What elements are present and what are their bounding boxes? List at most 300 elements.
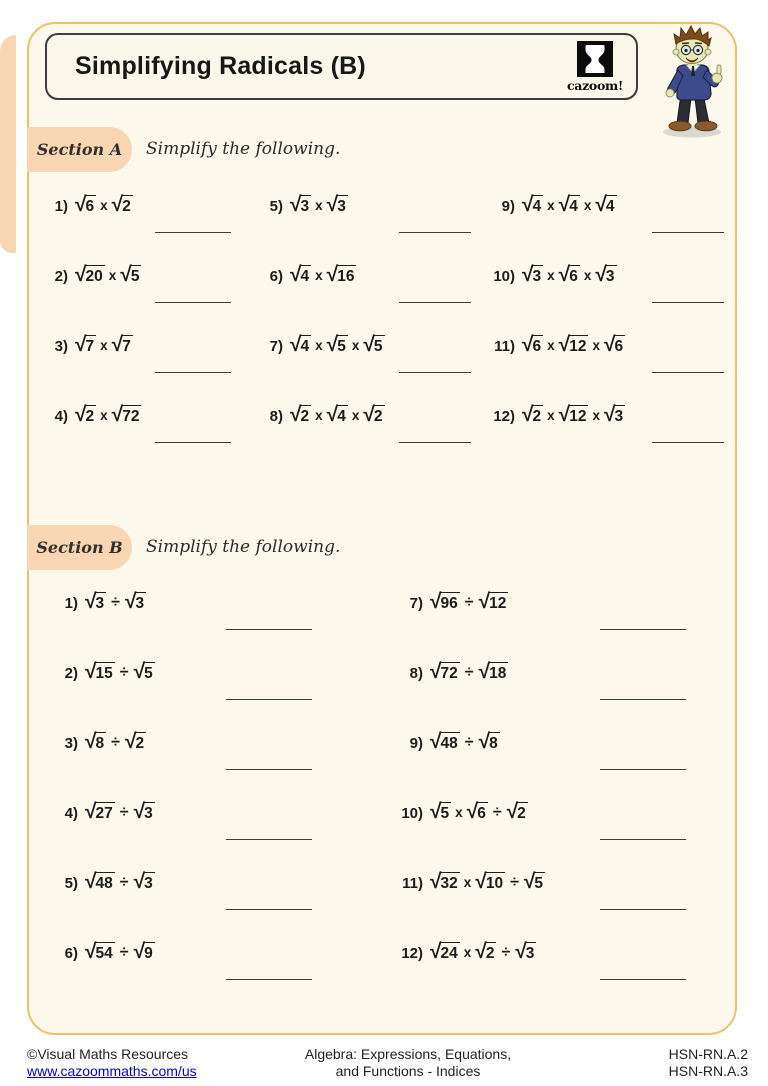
radicand: 6 [615, 335, 626, 356]
radicand: 72 [441, 662, 460, 683]
radicand: 4 [301, 335, 312, 356]
sqrt-term [604, 335, 625, 356]
radicand: 7 [122, 335, 133, 356]
operator: x [351, 408, 360, 424]
problem [390, 865, 700, 935]
radicand: 3 [135, 592, 146, 613]
problem [35, 188, 250, 258]
radicand: 2 [374, 405, 385, 426]
problem [250, 258, 482, 328]
operator: x [100, 408, 108, 424]
radicand: 7 [86, 335, 97, 356]
decorative-corner-strip [0, 35, 16, 253]
radical-icon: √ [326, 263, 339, 286]
answer-line [600, 629, 686, 630]
expression [85, 732, 146, 753]
radical-icon: √ [133, 940, 146, 963]
answer-line [600, 699, 686, 700]
answer-line [155, 442, 231, 443]
problem-number: 10) [493, 268, 515, 285]
radicand: 3 [606, 265, 617, 286]
problem-number: 4) [64, 805, 78, 822]
radicand: 15 [96, 662, 115, 683]
radicand: 12 [569, 335, 588, 356]
radicand: 3 [337, 195, 348, 216]
sqrt-term [479, 662, 509, 683]
expression [430, 592, 508, 613]
radical-icon: √ [558, 403, 571, 426]
radical-icon: √ [124, 730, 137, 753]
sqrt-term [112, 335, 133, 356]
radical-icon: √ [478, 730, 491, 753]
radical-icon: √ [111, 193, 124, 216]
radicand: 5 [131, 265, 142, 286]
radical-icon: √ [75, 333, 87, 356]
operator: x [592, 338, 600, 354]
radical-icon: √ [430, 940, 442, 963]
radicand: 96 [441, 592, 460, 613]
radical-icon: √ [466, 800, 479, 823]
expression [522, 405, 625, 426]
radicand: 48 [441, 732, 460, 753]
sqrt-term [125, 592, 146, 613]
problem-number: 7) [409, 595, 423, 612]
expression [75, 265, 141, 286]
problem-number: 8) [409, 665, 423, 682]
problem-number: 1) [64, 595, 78, 612]
radical-icon: √ [133, 870, 146, 893]
expression [75, 195, 133, 216]
radicand: 6 [86, 195, 97, 216]
operator: ÷ [464, 733, 474, 751]
operator: x [455, 805, 463, 821]
problem [35, 258, 250, 328]
radicand: 4 [533, 195, 544, 216]
answer-line [155, 232, 231, 233]
radicand: 12 [489, 592, 508, 613]
radicand: 8 [96, 732, 107, 753]
radicand: 24 [441, 942, 460, 963]
expression [75, 405, 141, 426]
radical-icon: √ [522, 333, 534, 356]
radical-icon: √ [595, 263, 607, 286]
radicand: 2 [486, 942, 497, 963]
problem [45, 795, 390, 865]
sqrt-term [363, 405, 384, 426]
problem-number: 9) [501, 198, 515, 215]
operator: x [547, 198, 555, 214]
radical-icon: √ [75, 263, 87, 286]
answer-line [226, 979, 312, 980]
answer-line [399, 232, 471, 233]
radical-icon: √ [430, 800, 442, 823]
operator: x [351, 338, 360, 354]
expression [290, 195, 348, 216]
expression [85, 942, 155, 963]
problem-number: 6) [64, 945, 78, 962]
radicand: 20 [86, 265, 105, 286]
radical-icon: √ [290, 263, 302, 286]
problem-number: 7) [269, 338, 283, 355]
expression [290, 265, 356, 286]
radicand: 16 [337, 265, 356, 286]
operator: ÷ [492, 803, 502, 821]
sqrt-term [85, 592, 106, 613]
section-b-instruction: Simplify the following. [146, 537, 341, 557]
title-box [45, 33, 638, 100]
expression [85, 802, 155, 823]
problem [482, 258, 732, 328]
radical-icon: √ [290, 403, 302, 426]
radical-icon: √ [326, 193, 339, 216]
operator: x [108, 268, 117, 284]
sqrt-term [559, 405, 589, 426]
sqrt-term [290, 195, 311, 216]
radicand: 12 [569, 405, 588, 426]
sqrt-term [595, 265, 616, 286]
radical-icon: √ [430, 590, 442, 613]
answer-line [600, 839, 686, 840]
sqrt-term [507, 802, 528, 823]
sqrt-term [522, 335, 543, 356]
standard-code-1: HSN-RN.A.2 [668, 1046, 748, 1062]
sqrt-term [430, 872, 460, 893]
radical-icon: √ [133, 800, 146, 823]
sqrt-term [134, 662, 155, 683]
expression [290, 335, 385, 356]
sqrt-term [134, 942, 155, 963]
radicand: 4 [606, 195, 617, 216]
expression [85, 592, 146, 613]
sqrt-term [559, 195, 580, 216]
radicand: 18 [489, 662, 508, 683]
cazoom-brand-text: cazoom! [567, 78, 624, 93]
problem [45, 655, 390, 725]
radicand: 2 [301, 405, 312, 426]
problem-number: 10) [401, 805, 423, 822]
radical-icon: √ [111, 333, 124, 356]
sqrt-term [559, 335, 589, 356]
operator: ÷ [464, 663, 474, 681]
operator: x [547, 268, 555, 284]
radical-icon: √ [603, 403, 616, 426]
standard-code-2: HSN-RN.A.3 [668, 1063, 748, 1079]
problem [45, 725, 390, 795]
radicand: 3 [144, 872, 155, 893]
problem [250, 188, 482, 258]
radical-icon: √ [522, 403, 534, 426]
answer-line [652, 232, 724, 233]
expression [522, 335, 625, 356]
sqrt-term [112, 195, 133, 216]
answer-line [652, 372, 724, 373]
radical-icon: √ [558, 193, 571, 216]
answer-line [399, 302, 471, 303]
expression [430, 662, 508, 683]
problem [482, 188, 732, 258]
section-a-label: Section A [36, 140, 123, 159]
operator: x [315, 268, 323, 284]
radical-icon: √ [363, 333, 375, 356]
operator: x [315, 198, 323, 214]
operator: ÷ [119, 803, 129, 821]
radical-icon: √ [475, 870, 487, 893]
radicand: 6 [477, 802, 488, 823]
problem [390, 935, 700, 1005]
operator: ÷ [464, 593, 474, 611]
operator: ÷ [119, 663, 129, 681]
radicand: 4 [337, 405, 348, 426]
problem-number: 8) [269, 408, 283, 425]
sqrt-term [327, 405, 348, 426]
mascot-boy-illustration [648, 24, 738, 140]
radical-icon: √ [478, 590, 491, 613]
answer-line [652, 302, 724, 303]
sqrt-term [75, 335, 96, 356]
sqrt-term [290, 265, 311, 286]
radical-icon: √ [430, 730, 442, 753]
page-title: Simplifying Radicals (B) [75, 52, 366, 80]
radicand: 5 [337, 335, 348, 356]
section-b-badge [27, 525, 132, 570]
expression [430, 872, 545, 893]
problem-number: 5) [269, 198, 283, 215]
sqrt-term [327, 335, 348, 356]
answer-line [226, 909, 312, 910]
sqrt-term [430, 732, 460, 753]
section-a-badge [27, 127, 132, 172]
operator: ÷ [119, 943, 129, 961]
sqrt-term [290, 405, 311, 426]
radical-icon: √ [523, 870, 536, 893]
problem-number: 11) [402, 875, 423, 892]
radicand: 6 [533, 335, 544, 356]
problem-number: 9) [409, 735, 423, 752]
sqrt-term [430, 592, 460, 613]
operator: ÷ [111, 593, 120, 611]
radical-icon: √ [603, 333, 616, 356]
operator: x [547, 338, 555, 354]
expression [75, 335, 133, 356]
problem-number: 6) [269, 268, 283, 285]
radicand: 8 [489, 732, 500, 753]
sqrt-term [522, 195, 543, 216]
radical-icon: √ [75, 403, 87, 426]
topic-line-1: Algebra: Expressions, Equations, [304, 1046, 512, 1062]
answer-line [399, 442, 471, 443]
problem [250, 328, 482, 398]
sqrt-term [85, 732, 106, 753]
radical-icon: √ [478, 660, 491, 683]
operator: x [463, 945, 472, 961]
sqrt-term [85, 662, 115, 683]
radicand: 6 [569, 265, 580, 286]
answer-line [226, 629, 312, 630]
radicand: 2 [135, 732, 146, 753]
section-b-label: Section B [36, 538, 123, 557]
problem [390, 585, 700, 655]
radicand: 48 [96, 872, 115, 893]
answer-line [600, 769, 686, 770]
sqrt-term [134, 872, 155, 893]
topic-line-2: and Functions - Indices [335, 1063, 481, 1079]
operator: x [100, 338, 108, 354]
radicand: 3 [144, 802, 155, 823]
radical-icon: √ [326, 333, 339, 356]
operator: ÷ [510, 873, 519, 891]
sqrt-term [515, 942, 536, 963]
problem-number: 4) [54, 408, 68, 425]
radicand: 2 [122, 195, 133, 216]
radical-icon: √ [133, 660, 146, 683]
problem-number: 12) [401, 945, 423, 962]
radical-icon: √ [85, 870, 97, 893]
sqrt-term [75, 265, 105, 286]
radical-icon: √ [290, 193, 302, 216]
sqrt-term [85, 942, 115, 963]
sqrt-term [475, 872, 505, 893]
radical-icon: √ [475, 940, 487, 963]
radicand: 3 [301, 195, 312, 216]
cazoom-goblet-icon [577, 41, 613, 77]
answer-line [652, 442, 724, 443]
radicand: 32 [441, 872, 460, 893]
expression [85, 872, 155, 893]
operator: x [100, 198, 108, 214]
expression [522, 195, 617, 216]
radicand: 3 [615, 405, 626, 426]
radicand: 5 [534, 872, 545, 893]
radicand: 54 [96, 942, 115, 963]
radical-icon: √ [85, 730, 97, 753]
copyright-text: ©Visual Maths Resources [27, 1046, 189, 1062]
sqrt-term [479, 732, 500, 753]
sqrt-term [75, 195, 96, 216]
sqrt-term [430, 662, 460, 683]
radical-icon: √ [75, 193, 87, 216]
expression [430, 942, 536, 963]
operator: x [315, 408, 323, 424]
operator: x [583, 198, 592, 214]
radical-icon: √ [290, 333, 302, 356]
radicand: 72 [122, 405, 141, 426]
radicand: 3 [533, 265, 544, 286]
sqrt-term [363, 335, 384, 356]
problem [35, 398, 250, 468]
sqrt-term [522, 265, 543, 286]
operator: ÷ [501, 943, 511, 961]
radicand: 5 [441, 802, 452, 823]
problem-number: 3) [54, 338, 68, 355]
radicand: 27 [96, 802, 115, 823]
sqrt-term [430, 802, 451, 823]
answer-line [226, 699, 312, 700]
answer-line [226, 769, 312, 770]
sqrt-term [327, 195, 348, 216]
expression [522, 265, 617, 286]
operator: x [592, 408, 600, 424]
section-b-problems [45, 585, 700, 1005]
problem-number: 5) [64, 875, 78, 892]
problem-number: 2) [54, 268, 68, 285]
operator: x [583, 268, 592, 284]
sqrt-term [595, 195, 616, 216]
radical-icon: √ [111, 403, 124, 426]
sqrt-term [479, 592, 509, 613]
problem [390, 655, 700, 725]
radical-icon: √ [595, 193, 607, 216]
radical-icon: √ [430, 660, 442, 683]
radicand: 3 [526, 942, 537, 963]
problem [45, 935, 390, 1005]
problem [390, 795, 700, 865]
expression [430, 732, 500, 753]
section-a-instruction: Simplify the following. [146, 139, 341, 159]
radicand: 9 [144, 942, 155, 963]
problem-number: 1) [54, 198, 68, 215]
problem-number: 11) [494, 338, 515, 355]
expression [85, 662, 155, 683]
radicand: 2 [533, 405, 544, 426]
radicand: 2 [517, 802, 528, 823]
sqrt-term [85, 872, 115, 893]
radicand: 4 [569, 195, 580, 216]
sqrt-term [134, 802, 155, 823]
radicand: 4 [301, 265, 312, 286]
radical-icon: √ [515, 940, 527, 963]
radical-icon: √ [120, 263, 132, 286]
problem [482, 398, 732, 468]
radical-icon: √ [85, 800, 97, 823]
cazoom-logo [567, 41, 623, 93]
radical-icon: √ [522, 263, 534, 286]
sqrt-term [467, 802, 488, 823]
sqrt-term [85, 802, 115, 823]
radical-icon: √ [522, 193, 534, 216]
radical-icon: √ [85, 940, 97, 963]
radicand: 10 [486, 872, 505, 893]
sqrt-term [430, 942, 460, 963]
operator: x [547, 408, 555, 424]
radical-icon: √ [85, 590, 97, 613]
sqrt-term [290, 335, 311, 356]
problem-number: 2) [64, 665, 78, 682]
radical-icon: √ [124, 590, 137, 613]
website-link[interactable]: www.cazoommaths.com/us [27, 1063, 197, 1079]
problem [482, 328, 732, 398]
answer-line [399, 372, 471, 373]
sqrt-term [522, 405, 543, 426]
operator: ÷ [119, 873, 129, 891]
operator: ÷ [111, 733, 120, 751]
radicand: 5 [144, 662, 155, 683]
radical-icon: √ [85, 660, 97, 683]
radical-icon: √ [558, 333, 571, 356]
radicand: 5 [374, 335, 385, 356]
answer-line [226, 839, 312, 840]
sqrt-term [475, 942, 496, 963]
sqrt-term [125, 732, 146, 753]
problem-number: 12) [493, 408, 515, 425]
radicand: 2 [86, 405, 97, 426]
sqrt-term [524, 872, 545, 893]
problem [45, 865, 390, 935]
section-a-problems [35, 188, 732, 468]
radical-icon: √ [506, 800, 519, 823]
operator: x [315, 338, 323, 354]
answer-line [155, 372, 231, 373]
problem-number: 3) [64, 735, 78, 752]
